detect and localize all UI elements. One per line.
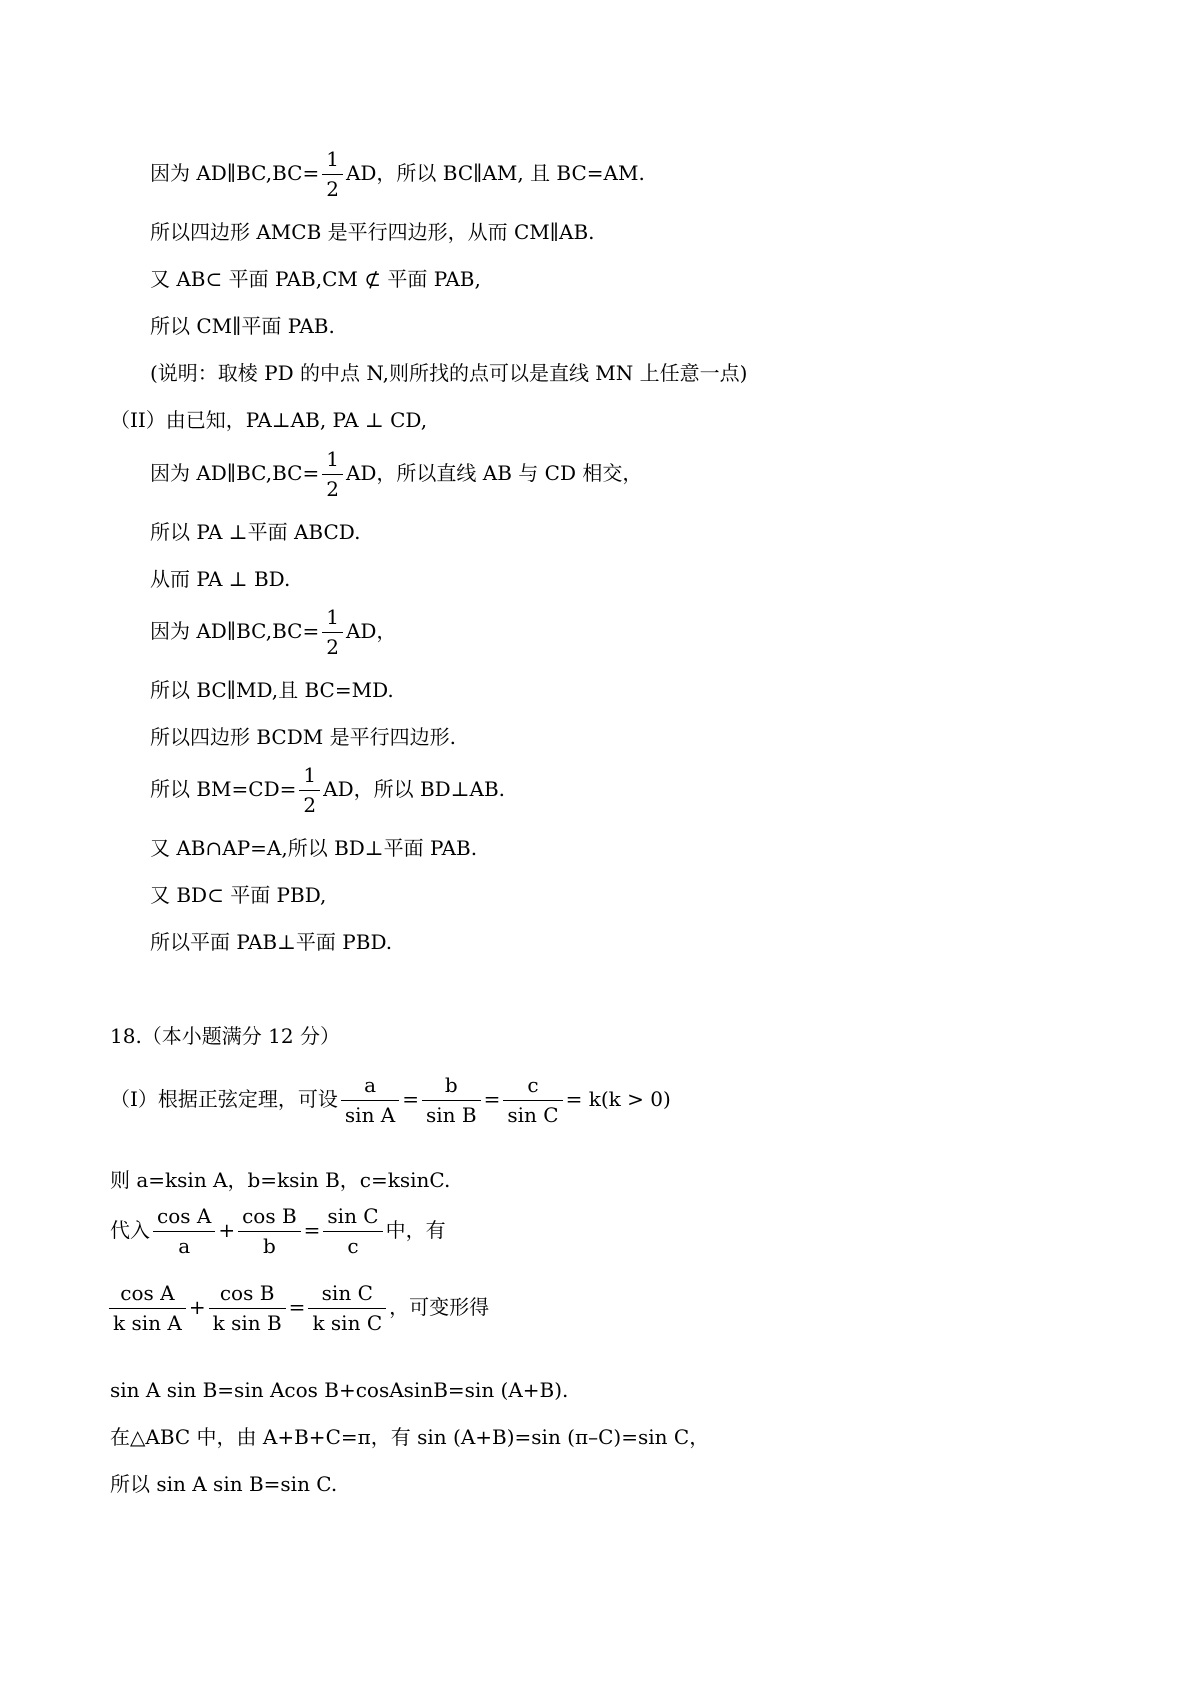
fraction-c-over-sin-c: $\frac{c}{\text{sin C}}$ — [503, 1074, 562, 1127]
text-line-18 — [110, 1074, 671, 1127]
text-line-4: 所以 CM∥平面 PAB. — [150, 314, 335, 338]
line-21-post: ，可变形得 — [389, 1295, 490, 1319]
fraction-cos-b-over-b: $\frac{\text{cos B}}{b}$ — [238, 1205, 301, 1258]
fraction-one-half: $\frac{1}{2}$ — [322, 448, 343, 501]
fraction-one-half: $\frac{1}{2}$ — [299, 764, 320, 817]
fraction-a-over-sin-a: $\frac{a}{\text{sin A}}$ — [341, 1074, 399, 1127]
plus-sign: + — [188, 1295, 206, 1319]
equals-sign: = — [288, 1295, 306, 1319]
fraction-cos-a-over-ksin-a: $\frac{\text{cos A}}{\text{k sin A}}$ — [109, 1282, 186, 1335]
text-line-1 — [150, 148, 645, 201]
text-line-23: 在△ABC 中，由 A+B+C=π，有 sin (A+B)=sin (π–C)=sin C， — [110, 1425, 710, 1449]
text-line-8: 所以 PA ⊥平面 ABCD. — [150, 520, 361, 544]
text-line-14: 又 AB∩AP=A,所以 BD⊥平面 PAB. — [150, 836, 478, 860]
fraction-b-over-sin-b: $\frac{b}{\text{sin B}}$ — [422, 1074, 481, 1127]
fraction-sin-c-over-ksin-c: $\frac{\text{sin C}}{\text{k sin C}}$ — [308, 1282, 386, 1335]
text-line-13 — [150, 764, 505, 817]
equals-sign: = — [303, 1218, 321, 1242]
text-line-20 — [110, 1205, 446, 1258]
text-line-21 — [106, 1282, 489, 1335]
text-line-9: 从而 PA ⊥ BD. — [150, 567, 291, 591]
line-13-pre: 所以 BM=CD= — [150, 777, 297, 801]
fraction-cos-a-over-a: $\frac{\text{cos A}}{a}$ — [153, 1205, 215, 1258]
equals-sign: = — [483, 1087, 501, 1111]
line-20-pre: 代入 — [110, 1218, 150, 1242]
fraction-one-half: $\frac{1}{2}$ — [322, 148, 343, 201]
line-20-post: 中，有 — [385, 1218, 446, 1242]
text-line-12: 所以四边形 BCDM 是平行四边形. — [150, 725, 456, 749]
text-line-10 — [150, 606, 396, 659]
fraction-sin-c-over-c: $\frac{\text{sin C}}{c}$ — [323, 1205, 382, 1258]
text-line-19: 则 a=ksin A，b=ksin B，c=ksinC. — [110, 1168, 451, 1192]
problem-18-heading: 18.（本小题满分 12 分） — [110, 1024, 340, 1048]
text-line-11: 所以 BC∥MD,且 BC=MD. — [150, 678, 394, 702]
line-7-post: AD，所以直线 AB 与 CD 相交， — [345, 461, 643, 485]
line-10-post: AD， — [345, 619, 397, 643]
fraction-cos-b-over-ksin-b: $\frac{\text{cos B}}{\text{k sin B}}$ — [209, 1282, 286, 1335]
plus-sign: + — [218, 1218, 236, 1242]
text-line-3: 又 AB⊂ 平面 PAB,CM ⊄ 平面 PAB, — [150, 267, 481, 291]
text-line-7 — [150, 448, 642, 501]
text-line-15: 又 BD⊂ 平面 PBD, — [150, 883, 327, 907]
text-line-22: sin A sin B=sin Acos B+cosAsinB=sin (A+B). — [110, 1378, 569, 1402]
line-1-pre: 因为 AD∥BC,BC= — [150, 161, 320, 185]
line-18-pre: （Ⅰ）根据正弦定理，可设 — [110, 1087, 338, 1111]
text-line-2: 所以四边形 AMCB 是平行四边形，从而 CM∥AB. — [150, 220, 595, 244]
text-line-5: (说明：取棱 PD 的中点 N,则所找的点可以是直线 MN 上任意一点) — [150, 361, 748, 385]
line-13-post: AD，所以 BD⊥AB. — [323, 777, 505, 801]
line-18-post: = k(k > 0) — [565, 1087, 671, 1111]
text-line-6: （II）由已知，PA⊥AB, PA ⊥ CD, — [110, 408, 428, 432]
line-1-post: AD，所以 BC∥AM, 且 BC=AM. — [345, 161, 645, 185]
line-10-pre: 因为 AD∥BC,BC= — [150, 619, 320, 643]
equals-sign: = — [402, 1087, 420, 1111]
fraction-one-half: $\frac{1}{2}$ — [322, 606, 343, 659]
text-line-24: 所以 sin A sin B=sin C. — [110, 1472, 338, 1496]
text-line-16: 所以平面 PAB⊥平面 PBD. — [150, 930, 393, 954]
line-7-pre: 因为 AD∥BC,BC= — [150, 461, 320, 485]
